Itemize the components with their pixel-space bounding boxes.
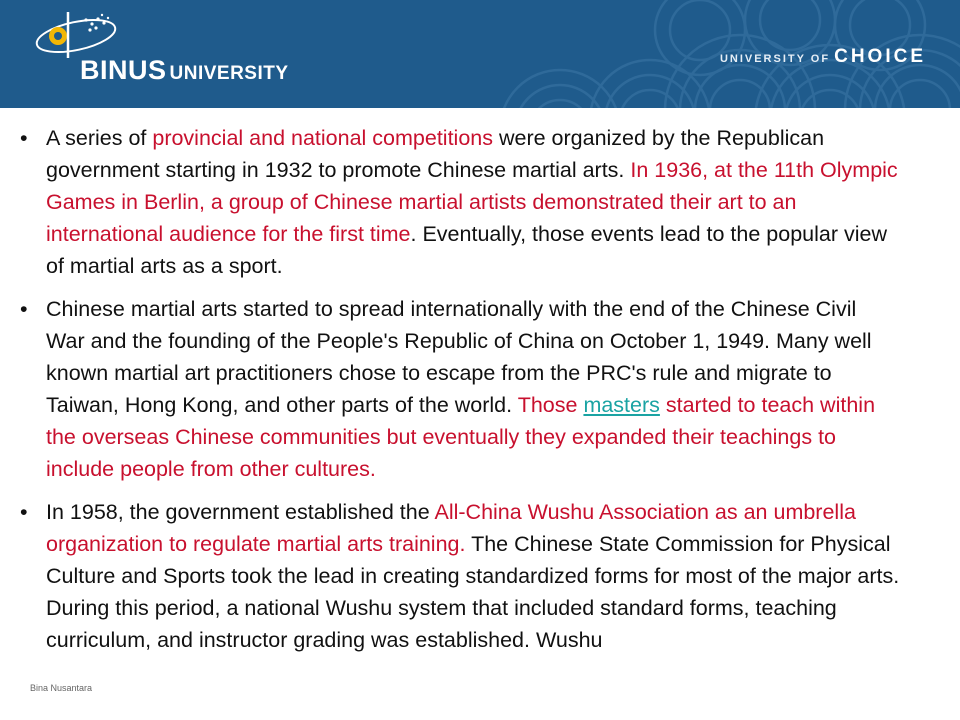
masters-link[interactable]: masters bbox=[583, 393, 660, 417]
tagline-highlight: CHOICE bbox=[834, 46, 926, 67]
highlight-text: In 1936, at the 11th Olympic Games in Berlin, a group of Chinese martial artists demonstrated their art to an international audience for the first time bbox=[46, 158, 898, 246]
bullet-list bbox=[20, 122, 900, 667]
bullet-text: A series of provincial and national competitions were organized by the Republican government starting in 1932 to promote Chinese martial arts. In 1936, at the 11th Olympic Games in Berlin, a group of Chinese martial artists demonstrated their art to an international audience for the first time. Eventually, those events lead to the popular view of martial arts as a sport. bbox=[46, 126, 898, 278]
highlight-text: All-China Wushu Association as an umbrella organization to regulate martial arts training. bbox=[46, 500, 856, 556]
bullet-item bbox=[20, 496, 900, 656]
bullet-marker: • bbox=[20, 126, 28, 150]
bullet-text: Chinese martial arts started to spread internationally with the end of the Chinese Civil War and the founding of the People's Republic of China on October 1, 1949. Many well known martial art practitioners chose to escape from the PRC's rule and migrate to Taiwan, Hong Kong, and other parts of the world. Those masters started to teach within the overseas Chinese communities but eventually they expanded their teachings to include people from other cultures. bbox=[46, 297, 876, 481]
highlight-text: started to teach within the overseas Chinese communities but eventually they expanded their teachings to include people from other cultures. bbox=[46, 393, 876, 481]
bullet-text: In 1958, the government established the All-China Wushu Association as an umbrella organization to regulate martial arts training. The Chinese State Commission for Physical Culture and Sports took the lead in creating standardized forms for most of the major arts. During this period, a national Wushu system that included standard forms, teaching curriculum, and instructor grading was established. Wushu bbox=[46, 500, 900, 652]
bullet-item bbox=[20, 293, 900, 485]
brand-name: BINUS bbox=[80, 55, 167, 85]
brand-suffix: UNIVERSITY bbox=[169, 63, 289, 84]
bullet-item bbox=[20, 122, 900, 282]
tagline-prefix: UNIVERSITY OF bbox=[719, 53, 831, 65]
bullet-marker: • bbox=[20, 500, 28, 524]
slide-content bbox=[0, 108, 960, 720]
highlight-text: provincial and national competitions bbox=[152, 126, 493, 150]
highlight-text: Those bbox=[517, 393, 584, 417]
tagline bbox=[720, 46, 926, 68]
footer-text: Bina Nusantara bbox=[30, 683, 93, 693]
header-banner bbox=[0, 0, 960, 108]
bullet-marker: • bbox=[20, 297, 28, 321]
brand-logotype bbox=[80, 55, 289, 86]
